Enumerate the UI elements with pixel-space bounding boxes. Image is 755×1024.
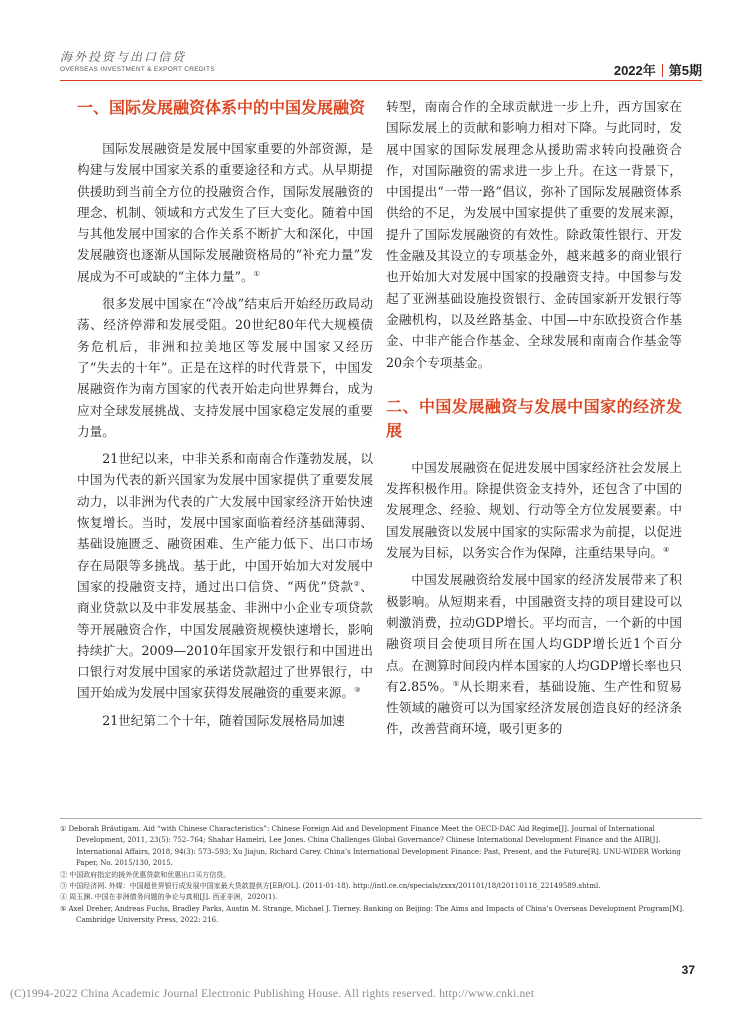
paragraph-text: 国际发展融资是发展中国家重要的外部资源，是构建与发展中国家关系的重要途径和方式。从早期提供援助到当前全方位的投融资合作，国际发展融资的理念、机制、领域和方式发生了巨大变化。随着中国与其他发展中国家的合作关系不断扩大和深化，中国发展融资也逐渐从国际发展融资格局的“补充力量”发展成为不可或缺的“主体力量”。 — [77, 141, 373, 284]
issue-year: 2022年 — [613, 63, 656, 78]
paragraph-text: 中国发展融资在促进发展中国家经济社会发展上发挥积极作用。除提供资金支持外，还包含了中国的发展理念、经验、规划、行动等全方位发展要素。中国发展融资以发展中国家的实际需求为前提，以促进发展为目标，以务实合作为保障，注重结果导向。 — [386, 459, 682, 561]
paragraph: 转型，南南合作的全球贡献进一步上升，西方国家在国际发展上的贡献和影响力相对下降。与此同时，发展中国家的国际发展理念从援助需求转向投融资合作，对国际融资的需求进一步上升。在这一背景下，中国提出“一带一路”倡议，弥补了国际发展融资体系供给的不足，为发展中国家提供了重要的发展来源，提升了国际发展融资的有效性。除政策性银行、开发性金融及其设立的专项基金外，越来越多的商业银行也开始加大对发展中国家的投融资支持。中国参与发起了亚洲基础设施投资银行、金砖国家新开发银行等金融机构，以及丝路基金、中国—中东欧投资合作基金、中非产能合作基金、全球发展和南南合作基金等20余个专项基金。 — [386, 99, 682, 370]
right-column — [386, 96, 682, 740]
paragraph-text: 中国发展融资给发展中国家的经济发展带来了积极影响。从短期来看，中国融资支持的项目建设可以刺激消费，拉动GDP增长。平均而言，一个新的中国融资项目会使项目所在国人均GDP增长近1个百分点。在测算时间段内样本国家的人均GDP增长率也只有2.85%。 — [386, 572, 682, 694]
paragraph — [77, 138, 373, 287]
footnote-ref-5[interactable]: ⑤ — [452, 679, 460, 688]
paragraph-text: 、商业贷款以及中非发展基金、非洲中小企业专项贷款等开展融资合作，中国发展融资规模快速增长，影响持续扩大。2009—2010年国家开发银行和中国进出口银行对发展中国家的承诺贷款超过了世界银行，中国开始成为发展中国家获得发展融资的重要来源。 — [77, 578, 373, 701]
footnote-ref-1[interactable]: ① — [253, 269, 260, 278]
issue-separator — [662, 64, 663, 77]
footnote-2: ② 中国政府指定的援外优惠贷款和优惠出口买方信贷。 — [60, 870, 231, 879]
footnote-3: ③ 中国经济网. 外媒：中国超世界银行成发展中国家最大贷款提供方[EB/OL]. (2011-01-18). http://intl.ce.cn/specials/zxxx/201101/18/t20110118_22149589.shtml. — [60, 882, 601, 891]
footnote-divider — [60, 818, 702, 819]
footnote-ref-3[interactable]: ③ — [354, 686, 361, 695]
paragraph — [386, 569, 682, 739]
page-number: 37 — [681, 963, 695, 977]
paragraph: 21世纪第二个十年，随着国际发展格局加速 — [102, 712, 345, 728]
header-divider — [60, 80, 702, 81]
footnotes — [60, 824, 690, 927]
footnote-4: ④ 周玉渊. 中国在非洲债务问题的争论与真相[J]. 西亚非洲，2020(1). — [60, 893, 278, 902]
journal-title-en: OVERSEAS INVESTMENT & EXPORT CREDITS — [60, 66, 215, 73]
footnote-1: ① Deborah Bräutigam. Aid “with Chinese Characteristics”: Chinese Foreign Aid and Development Finance Meet the OECD-DAC Aid Regime[J]. Journal of International Development, 2011, 23(5): 752–764; Shahar Hameiri, Lee Jones. China Challenges Global Governance? Chinese International Development Finance and the AIIB[J]. International Affairs, 2018, 94(3): 573–593; Xu Jiajun, Richard Carey. China’s International Development Finance: Past, Present, and the Future[R]. UNU-WIDER Working Paper, No. 2015/130, 2015. — [60, 825, 681, 868]
paragraph — [386, 457, 682, 563]
section-heading-1: 一、国际发展融资体系中的中国发展融资 — [77, 98, 366, 117]
footnote-5: ⑤ Axel Dreher, Andreas Fuchs, Bradley Parks, Austin M. Strange, Michael J. Tierney. Banking on Beijing: The Aims and Impacts of China’s Overseas Development Program[M]. Cambridge University Press, 2022: 216. — [60, 904, 685, 925]
copyright-notice: (C)1994-2022 China Academic Journal Electronic Publishing House. All rights reserved. http://www.cnki.net — [10, 988, 535, 1000]
page-header — [60, 48, 702, 88]
paragraph — [77, 448, 373, 704]
issue-label — [614, 60, 702, 79]
section-heading-2: 二、中国发展融资与发展中国家的经济发展 — [386, 396, 682, 440]
footnote-ref-2[interactable]: ② — [353, 579, 361, 588]
left-column — [77, 96, 373, 731]
paragraph-text: 21世纪以来，中非关系和南南合作蓬勃发展，以中国为代表的新兴国家为发展中国家提供了重要发展动力，以非洲为代表的广大发展中国家经济开始快速恢复增长。当时，发展中国家面临着经济基础薄弱、基础设施匮乏、融资困难、生产能力低下、出口市场存在局限等多挑战。基于此，中国开始加大对发展中国家的投融资支持，通过出口信贷、“两优”贷款 — [77, 451, 373, 594]
footnote-ref-4[interactable]: ④ — [663, 545, 670, 554]
paragraph: 很多发展中国家在“冷战”结束后开始经历政局动荡、经济停滞和发展受阻。20世纪80年代大规模债务危机后，非洲和拉美地区等发展中国家又经历了“失去的十年”。正是在这样的时代背景下，中国发展融资作为南方国家的代表开始走向世界舞台，成为应对全球发展挑战、支持发展中国家稳定发展的重要力量。 — [77, 296, 373, 439]
journal-title-cn: 海外投资与出口信贷 — [60, 50, 187, 64]
issue-number: 第5期 — [668, 63, 702, 78]
paragraph-text: 从长期来看，基础设施、生产性和贸易性领域的融资可以为国家经济发展创造良好的经济条件，改善营商环境，吸引更多的 — [386, 678, 682, 737]
